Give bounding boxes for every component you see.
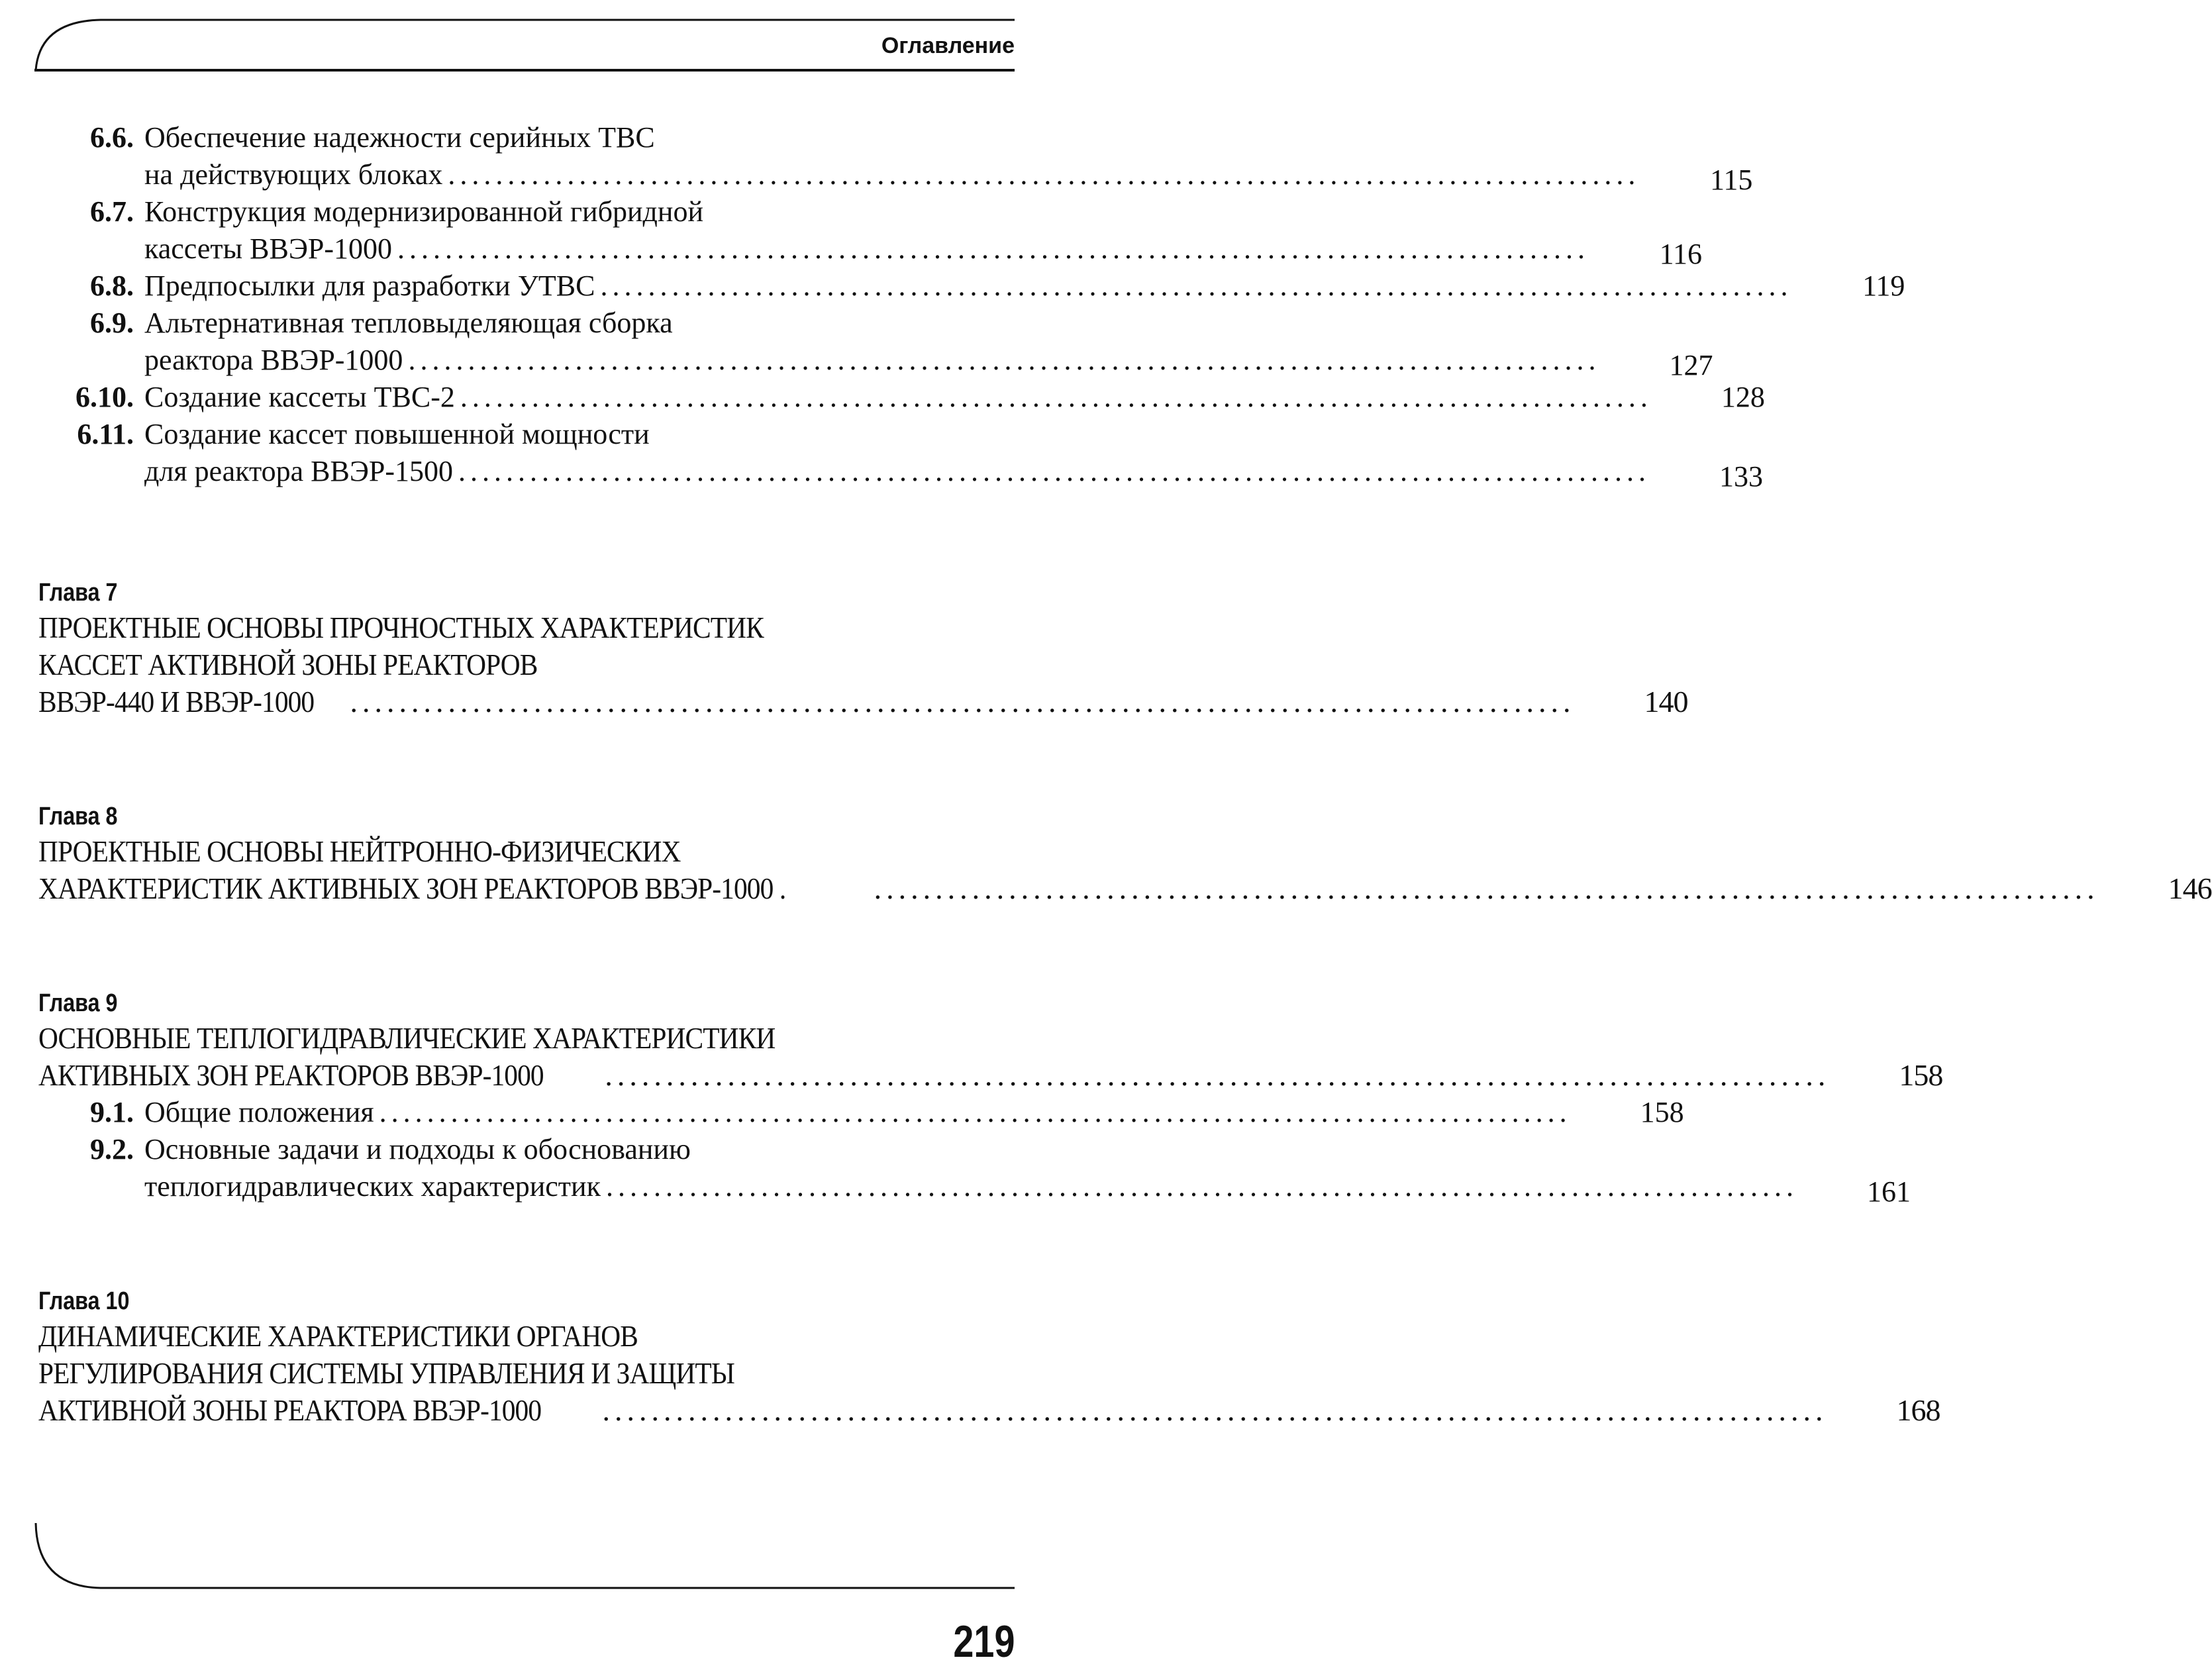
section-6-entries [38, 119, 1905, 493]
toc-entry[interactable] [38, 1094, 1684, 1131]
chapter-page-number: 140 [1644, 685, 1688, 718]
dot-leader [453, 453, 1650, 490]
entry-title-line: теплогидравлических характеристик [144, 1170, 601, 1203]
entry-title-line: реактора ВВЭР-1000 [144, 344, 403, 376]
chapter-label: Глава 10 [38, 1287, 130, 1315]
chapter-title-line: ХАРАКТЕРИСТИК АКТИВНЫХ ЗОН РЕАКТОРОВ ВВЭР-1000 . [38, 871, 786, 905]
dot-leader [595, 268, 1792, 305]
chapter-title[interactable] [38, 609, 1688, 720]
entry-number: 6.10. [75, 381, 134, 413]
dot-leader [442, 156, 1640, 193]
entry-page-number: 116 [1659, 238, 1703, 270]
entry-title-line: для реактора ВВЭР-1500 [144, 455, 454, 487]
entry-number: 9.1. [90, 1096, 134, 1128]
entry-page-number: 161 [1866, 1175, 1911, 1208]
entry-title-line: Создание кассеты ТВС-2 [144, 381, 455, 413]
dot-leader [601, 1168, 1798, 1205]
entry-title-line: Основные задачи и подходы к обоснованию [144, 1133, 691, 1165]
entry-number: 9.2. [90, 1133, 134, 1165]
entry-page-number: 128 [1721, 381, 1765, 413]
dot-leader [599, 1057, 1830, 1094]
chapter-title-line: ВВЭР-440 И ВВЭР-1000 [38, 685, 315, 718]
chapter-title-line: ОСНОВНЫЕ ТЕПЛОГИДРАВЛИЧЕСКИЕ ХАРАКТЕРИСТИКИ [38, 1021, 776, 1055]
entry-title-line: Конструкция модернизированной гибридной [144, 195, 704, 228]
dot-leader [869, 870, 2099, 907]
running-header-title: Оглавление [881, 33, 1015, 58]
entry-page-number: 133 [1719, 460, 1764, 493]
header-frame-curve [34, 19, 1015, 72]
chapter-page-number: 158 [1899, 1058, 1943, 1092]
chapter-block [38, 576, 1688, 720]
dot-leader [455, 379, 1652, 416]
entry-number: 6.8. [90, 270, 134, 302]
dot-leader [597, 1392, 1828, 1429]
entry-title-line: Общие положения [144, 1096, 374, 1128]
entry-number: 6.11. [77, 418, 134, 450]
footer-frame-curve [34, 1523, 1015, 1603]
table-of-contents [38, 119, 2212, 1429]
chapter-title-line: КАССЕТ АКТИВНОЙ ЗОНЫ РЕАКТОРОВ [38, 648, 538, 681]
chapter-label: Глава 9 [38, 989, 118, 1017]
entry-title-line: на действующих блоках [144, 158, 443, 191]
toc-entry[interactable] [38, 119, 1753, 196]
chapter-title-line: АКТИВНЫХ ЗОН РЕАКТОРОВ ВВЭР-1000 [38, 1058, 544, 1092]
chapter-title[interactable] [38, 1020, 1943, 1094]
chapter-block [38, 1285, 1940, 1429]
chapter-block [38, 987, 1943, 1208]
chapter-label: Глава 7 [38, 579, 118, 607]
toc-entry[interactable] [38, 416, 1764, 493]
entry-title-line: Альтернативная тепловыделяющая сборка [144, 307, 673, 339]
dot-leader [403, 342, 1600, 379]
toc-entry[interactable] [38, 193, 1703, 270]
chapter-block [38, 800, 2212, 907]
entry-title-line: Обеспечение надежности серийных ТВС [144, 121, 655, 154]
chapter-label: Глава 8 [38, 803, 118, 830]
toc-entry[interactable] [38, 379, 1765, 416]
toc-entry[interactable] [38, 268, 1905, 305]
chapter-page-number: 146 [2168, 871, 2212, 905]
chapter-page-number: 168 [1896, 1393, 1940, 1427]
chapter-title[interactable] [38, 1318, 1940, 1429]
dot-leader [392, 230, 1589, 268]
entry-page-number: 115 [1709, 164, 1753, 196]
dot-leader [344, 683, 1575, 720]
entry-title-line: кассеты ВВЭР-1000 [144, 232, 393, 265]
toc-entry[interactable] [38, 1131, 1911, 1208]
page-number: 219 [952, 1616, 1015, 1667]
entry-number: 6.6. [90, 121, 134, 154]
chapter-title-line: ПРОЕКТНЫЕ ОСНОВЫ НЕЙТРОННО-ФИЗИЧЕСКИХ [38, 834, 681, 868]
entry-page-number: 119 [1862, 270, 1905, 302]
chapter-list [38, 576, 2212, 1429]
chapter-title[interactable] [38, 833, 2212, 907]
toc-entry[interactable] [38, 305, 1713, 381]
entry-number: 6.7. [90, 195, 134, 228]
entry-number: 6.9. [90, 307, 134, 339]
entry-page-number: 127 [1669, 349, 1713, 381]
chapter-title-line: РЕГУЛИРОВАНИЯ СИСТЕМЫ УПРАВЛЕНИЯ И ЗАЩИТЫ [38, 1356, 734, 1390]
chapter-title-line: ПРОЕКТНЫЕ ОСНОВЫ ПРОЧНОСТНЫХ ХАРАКТЕРИСТИК [38, 611, 764, 644]
entry-title-line: Создание кассет повышенной мощности [144, 418, 650, 450]
chapter-title-line: ДИНАМИЧЕСКИЕ ХАРАКТЕРИСТИКИ ОРГАНОВ [38, 1319, 638, 1353]
dot-leader [374, 1094, 1572, 1131]
chapter-title-line: АКТИВНОЙ ЗОНЫ РЕАКТОРА ВВЭР-1000 [38, 1393, 542, 1427]
entry-page-number: 158 [1640, 1096, 1684, 1128]
entry-title-line: Предпосылки для разработки УТВС [144, 270, 595, 302]
